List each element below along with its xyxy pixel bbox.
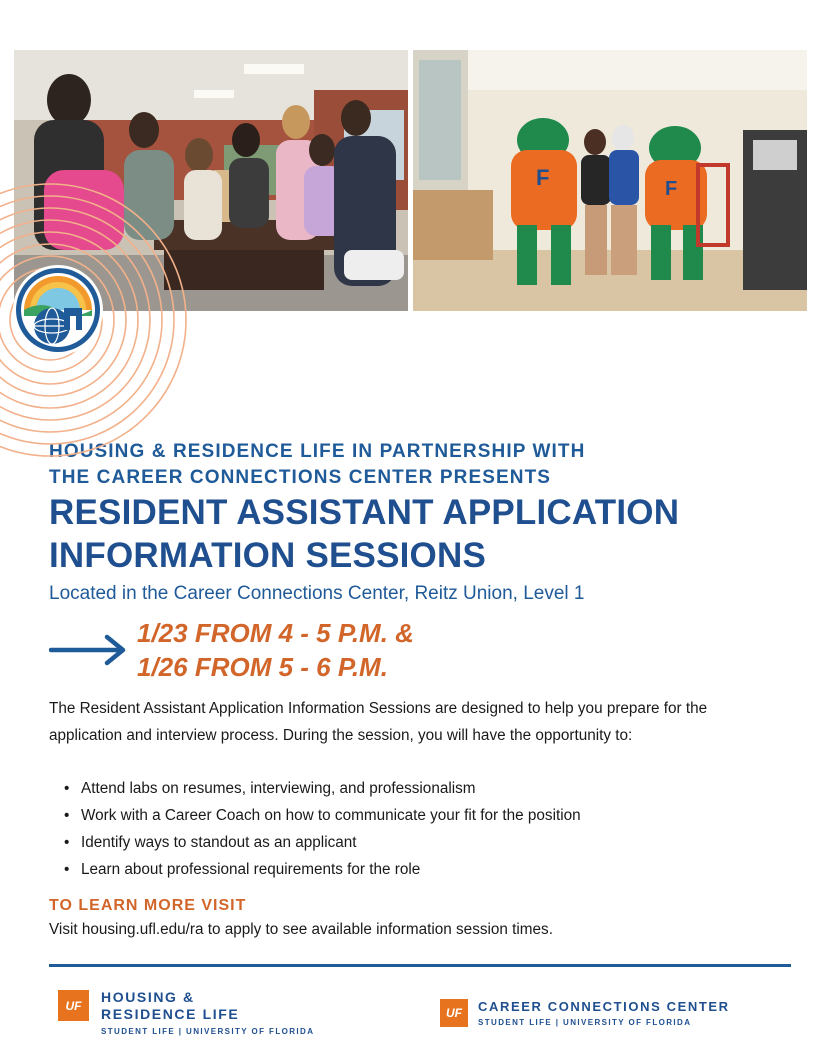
housing-logo-line-2: RESIDENCE LIFE (101, 1006, 240, 1022)
uf-logo-badge: UF (440, 999, 468, 1027)
session-date-2: 1/26 FROM 5 - 6 P.M. (137, 652, 388, 682)
photo-mascots-hallway (413, 50, 807, 311)
learn-more-heading: TO LEARN MORE VISIT (49, 897, 247, 914)
page-title-line-1: RESIDENT ASSISTANT APPLICATION (49, 493, 680, 532)
career-center-logo-line: CAREER CONNECTIONS CENTER (478, 999, 730, 1014)
housing-logo-subtitle: STUDENT LIFE | UNIVERSITY OF FLORIDA (101, 1027, 315, 1036)
career-center-logo-subtitle: STUDENT LIFE | UNIVERSITY OF FLORIDA (478, 1018, 692, 1027)
list-item: • Work with a Career Coach on how to communicate your fit for the position (64, 802, 784, 829)
benefits-list (64, 775, 784, 883)
footer-divider (49, 964, 791, 967)
svg-text:F: F (536, 165, 550, 190)
intro-paragraph: The Resident Assistant Application Information Sessions are designed to help you prepare for the application and interview process. During the session, you will have the opportunity to: (49, 700, 708, 744)
list-item: • Identify ways to standout as an applicant (64, 829, 784, 856)
housing-logo-line-1: HOUSING & (101, 989, 195, 1005)
right-arrow-icon (49, 633, 129, 667)
learn-more-text: Visit housing.ufl.edu/ra to apply to see available information session times. (49, 921, 553, 938)
list-item: • Learn about professional requirements for the role (64, 856, 784, 883)
presenter-line-1: HOUSING & RESIDENCE LIFE IN PARTNERSHIP WITH (49, 441, 586, 462)
event-location: Located in the Career Connections Center, Reitz Union, Level 1 (49, 583, 585, 604)
page-title-line-2: INFORMATION SESSIONS (49, 536, 486, 575)
uf-logo-badge: UF (58, 990, 89, 1021)
svg-text:F: F (665, 178, 678, 200)
housing-globe-emblem-icon (12, 264, 104, 356)
list-item: • Attend labs on resumes, interviewing, and professionalism (64, 775, 784, 802)
session-date-1: 1/23 FROM 4 - 5 P.M. & (137, 618, 414, 648)
presenter-line-2: THE CAREER CONNECTIONS CENTER PRESENTS (49, 467, 552, 488)
